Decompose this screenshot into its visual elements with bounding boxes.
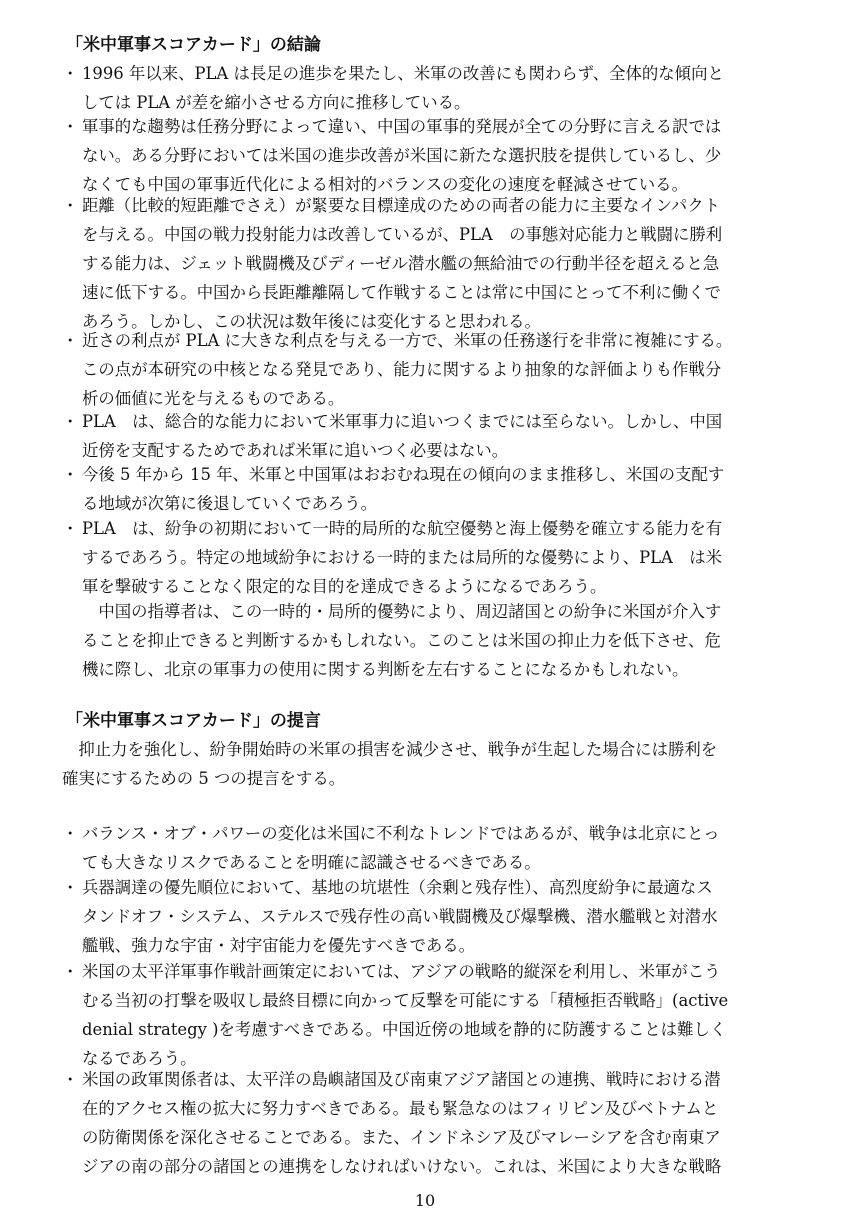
conclusion-item (62, 460, 794, 518)
recommendation-item (62, 819, 794, 877)
text-line: しては PLA が差を縮小させる方向に推移している。 (82, 93, 471, 112)
conclusion-item (62, 326, 794, 413)
text-line: ジアの南の部分の諸国との連携をしなければいけない。これは、米国により大きな戦略 (82, 1157, 722, 1176)
section-heading-recommendations: 「米中軍事スコアカード」の提言 (66, 711, 321, 731)
text-line: 速に低下する。中国から長距離離隔して作戦することは常に中国にとって不利に働くで (82, 283, 721, 302)
bullet-mark: ・ (62, 64, 79, 83)
bullet-mark: ・ (62, 465, 79, 484)
text-line: 米国の政軍関係者は、太平洋の島嶼諸国及び南東アジア諸国との連携、戦時における潜 (82, 1070, 721, 1089)
recommendation-item (62, 1065, 794, 1181)
page-number: 10 (414, 1191, 436, 1210)
text-line: 艦戦、強力な宇宙・対宇宙能力を優先すべきである。 (82, 936, 476, 955)
bullet-mark: ・ (62, 962, 79, 981)
conclusion-continuation-paragraph (82, 597, 794, 684)
text-line: PLA は、紛争の初期において一時的局所的な航空優勢と海上優勢を確立する能力を有 (82, 519, 723, 538)
text-line: 確実にするための 5 つの提言をする。 (62, 769, 346, 788)
conclusion-item (62, 112, 794, 199)
text-line: 中国の指導者は、この一時的・局所的優勢により、周辺諸国との紛争に米国が介入す (82, 602, 722, 621)
text-line: する能力は、ジェット戦闘機及びディーゼル潜水艦の無給油での行動半径を超えると急 (82, 254, 720, 273)
bullet-mark: ・ (62, 331, 79, 350)
conclusion-item (62, 407, 794, 465)
text-line: る地域が次第に後退していくであろう。 (82, 494, 378, 513)
text-line: 抑止力を強化し、紛争開始時の米軍の損害を減少させ、戦争が生起した場合には勝利を (62, 740, 718, 759)
text-line: 近さの利点が PLA に大きな利点を与える一方で、米軍の任務遂行を非常に複雑にする。 (82, 331, 733, 350)
conclusion-item (62, 191, 794, 336)
text-line: 今後 5 年から 15 年、米軍と中国軍はおおむね現在の傾向のまま推移し、米国の支配す (82, 465, 725, 484)
recommendations-intro-paragraph (62, 735, 794, 793)
text-line: を与える。中国の戦力投射能力は改善しているが、PLA の事態対応能力と戦闘に勝利 (82, 225, 723, 244)
text-line: するであろう。特定の地域紛争における一時的または局所的な優勢により、PLA は米 (82, 548, 723, 567)
bullet-mark: ・ (62, 878, 79, 897)
text-line: ない。ある分野においては米国の進歩改善が米国に新たな選択肢を提供しているし、少 (82, 146, 722, 165)
text-line: ることを抑止できると判断するかもしれない。このことは米国の抑止力を低下させ、危 (82, 631, 721, 650)
text-line: この点が本研究の中核となる発見であり、能力に関するより抽象的な評価よりも作戦分 (82, 360, 722, 379)
text-line: 軍事的な趨勢は任務分野によって違い、中国の軍事的発展が全ての分野に言える訳では (82, 117, 722, 136)
bullet-mark: ・ (62, 1070, 79, 1089)
text-line: タンドオフ・システム、ステルスで残存性の高い戦闘機及び爆撃機、潜水艦戦と対潜水 (82, 907, 718, 926)
conclusion-item (62, 59, 794, 117)
text-line: 機に際し、北京の軍事力の使用に関する判断を左右することになるかもしれない。 (82, 660, 689, 679)
conclusion-item (62, 514, 794, 601)
text-line: あろう。しかし、この状況は数年後には変化すると思われる。 (82, 312, 541, 331)
bullet-mark: ・ (62, 412, 79, 431)
recommendation-item (62, 957, 794, 1073)
text-line: の防衛関係を深化させることである。また、インドネシア及びマレーシアを含む南東ア (82, 1128, 721, 1147)
text-line: なるであろう。 (82, 1049, 197, 1068)
text-line: 米国の太平洋軍事作戦計画策定においては、アジアの戦略的縦深を利用し、米軍がこう (82, 962, 721, 981)
text-line: 軍を撃破することなく限定的な目的を達成できるようになるであろう。 (82, 577, 607, 596)
text-line: バランス・オブ・パワーの変化は米国に不利なトレンドではあるが、戦争は北京にとっ (82, 824, 720, 843)
text-line: ても大きなリスクであることを明確に認識させるべきである。 (82, 853, 541, 872)
text-line: 兵器調達の優先順位において、基地の坑堪性（余剰と残存性）、高烈度紛争に最適なス (82, 878, 713, 897)
bullet-mark: ・ (62, 117, 79, 136)
bullet-mark: ・ (62, 824, 79, 843)
bullet-mark: ・ (62, 519, 79, 538)
text-line: むる当初の打撃を吸収し最終目標に向かって反撃を可能にする「積極拒否戦略」(active (82, 991, 729, 1010)
text-line: denial strategy )を考慮すべきである。中国近傍の地域を静的に防護することは難しく (82, 1020, 727, 1039)
text-line: なくても中国の軍事近代化による相対的バランスの変化の速度を軽減させている。 (82, 175, 688, 194)
text-line: PLA は、総合的な能力において米軍事力に追いつくまでには至らない。しかし、中国 (82, 412, 723, 431)
text-line: 在的アクセス権の拡大に努力すべきである。最も緊急なのはフィリピン及びベトナムと (82, 1099, 719, 1118)
text-line: 距離（比較的短距離でさえ）が緊要な目標達成のための両者の能力に主要なインパクト (82, 196, 721, 215)
text-line: 析の価値に光を与えるものである。 (82, 389, 345, 408)
text-line: 1996 年以来、PLA は長足の進歩を果たし、米軍の改善にも関わらず、全体的な傾向と (82, 64, 724, 83)
bullet-mark: ・ (62, 196, 79, 215)
text-line: 近傍を支配するためであれば米軍に追いつく必要はない。 (82, 441, 509, 460)
recommendation-item (62, 873, 794, 960)
section-heading-conclusions: 「米中軍事スコアカード」の結論 (66, 35, 321, 55)
